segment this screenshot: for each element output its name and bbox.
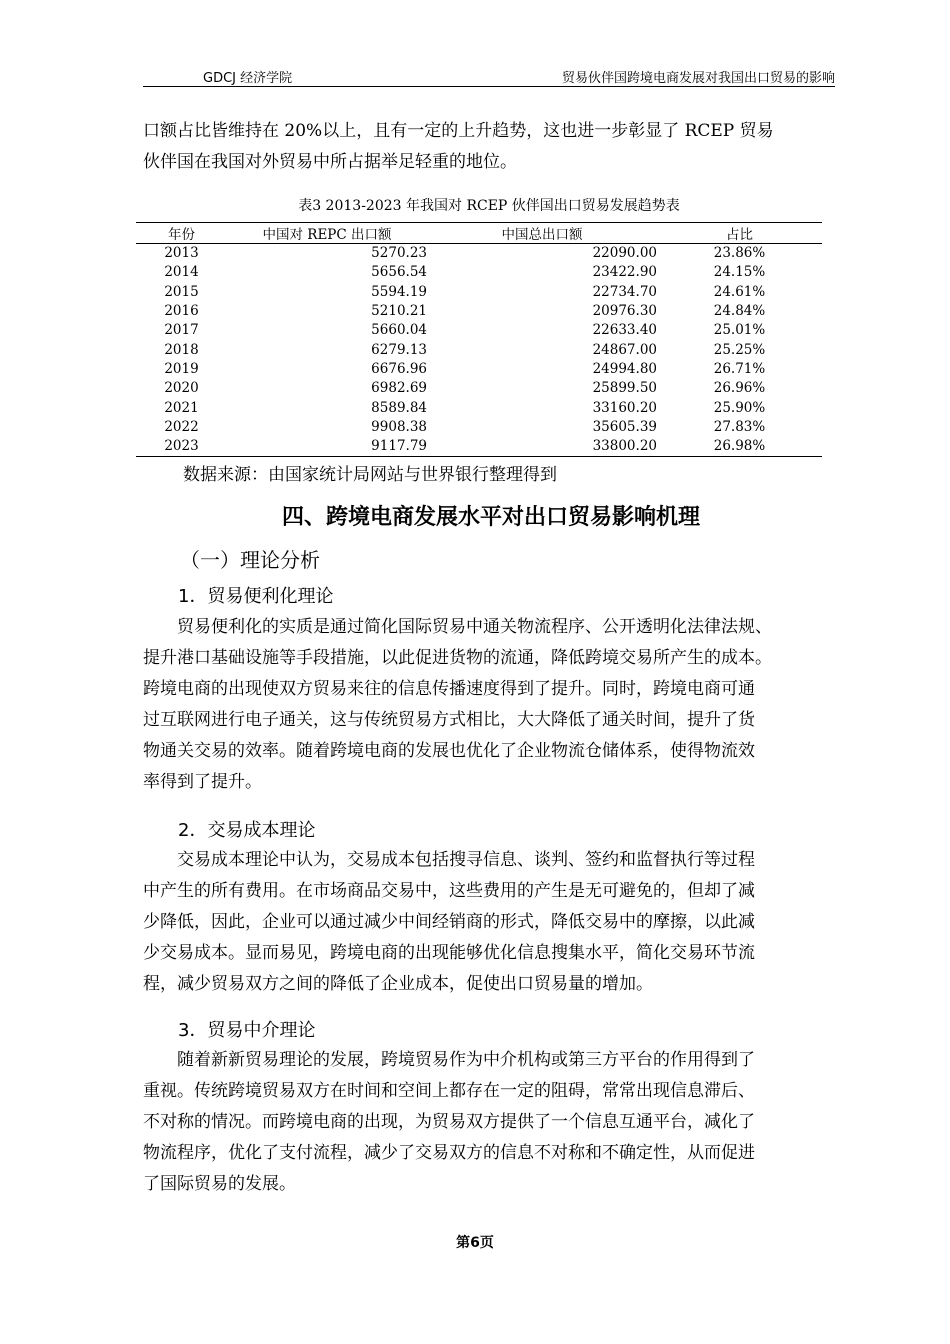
cell-rcep-export: 6676.96 — [371, 360, 427, 377]
cell-share: 24.15% — [713, 264, 766, 281]
page-number: 第6页 — [456, 1235, 494, 1251]
s2-paragraph — [143, 845, 839, 1000]
cell-share: 23.86% — [713, 245, 766, 262]
cell-rcep-export: 9117.79 — [371, 438, 427, 455]
cell-year: 2020 — [164, 380, 199, 397]
cell-share: 25.25% — [713, 341, 766, 358]
cell-rcep-export: 5270.23 — [371, 245, 427, 262]
table-header-row — [136, 223, 822, 244]
cell-year: 2023 — [164, 438, 199, 455]
cell-rcep-export: 5660.04 — [371, 322, 427, 339]
cell-year: 2013 — [164, 245, 199, 262]
s2-line: 交易成本理论中认为，交易成本包括搜寻信息、谈判、签约和监督执行等过程 — [177, 850, 755, 870]
cell-rcep-export: 5656.54 — [371, 264, 427, 281]
header-left: GDCJ 经济学院 — [203, 71, 293, 86]
col-header-rcep-export: 中国对 REPC 出口额 — [262, 227, 392, 243]
cell-year: 2016 — [164, 303, 199, 320]
s2-line: 中产生的所有费用。在市场商品交易中，这些费用的产生是无可避免的，但却了减 — [143, 881, 755, 901]
table-row — [136, 437, 822, 457]
cell-total-export: 24994.80 — [592, 360, 657, 377]
cell-year: 2017 — [164, 322, 199, 339]
cell-year: 2022 — [164, 418, 199, 435]
cell-year: 2014 — [164, 264, 199, 281]
cell-year: 2019 — [164, 360, 199, 377]
table-row — [136, 340, 822, 359]
page-header — [143, 66, 835, 87]
table-row — [136, 263, 822, 282]
intro-paragraph — [143, 116, 839, 178]
s2-line: 少降低，因此，企业可以通过减少中间经销商的形式，降低交易中的摩擦，以此减 — [143, 912, 755, 932]
cell-rcep-export: 9908.38 — [371, 418, 427, 435]
cell-total-export: 23422.90 — [592, 264, 657, 281]
intro-line: 口额占比皆维持在 20%以上，且有一定的上升趋势，这也进一步彰显了 RCEP 贸易 — [143, 121, 774, 141]
s1-line: 贸易便利化的实质是通过简化国际贸易中通关物流程序、公开透明化法律法规、 — [177, 617, 772, 637]
table-row — [136, 379, 822, 398]
cell-share: 26.96% — [713, 380, 766, 397]
s2-line: 少交易成本。显而易见，跨境电商的出现能够优化信息搜集水平，简化交易环节流 — [143, 943, 755, 963]
table-row — [136, 418, 822, 437]
s1-line: 物通关交易的效率。随着跨境电商的发展也优化了企业物流仓储体系，使得物流效 — [143, 741, 755, 761]
table-row — [136, 244, 822, 264]
export-table — [136, 222, 822, 457]
table-row — [136, 321, 822, 340]
s1-line: 过互联网进行电子通关，这与传统贸易方式相比，大大降低了通关时间，提升了货 — [143, 710, 755, 730]
intro-line: 伙伴国在我国对外贸易中所占据举足轻重的地位。 — [143, 152, 517, 172]
table-row — [136, 360, 822, 379]
table-source: 数据来源：由国家统计局网站与世界银行整理得到 — [183, 465, 557, 485]
cell-share: 24.84% — [713, 303, 766, 320]
section-title: 四、跨境电商发展水平对出口贸易影响机理 — [281, 505, 700, 530]
cell-total-export: 24867.00 — [592, 341, 657, 358]
cell-share: 25.01% — [713, 322, 766, 339]
s2-title: 2．交易成本理论 — [178, 820, 316, 841]
s1-line: 跨境电商的出现使双方贸易来往的信息传播速度得到了提升。同时，跨境电商可通 — [143, 679, 755, 699]
col-header-year: 年份 — [168, 227, 195, 243]
col-header-share: 占比 — [726, 227, 753, 243]
s3-line: 不对称的情况。而跨境电商的出现，为贸易双方提供了一个信息互通平台，减化了 — [143, 1112, 755, 1132]
cell-total-export: 22734.70 — [592, 283, 657, 300]
table-row — [136, 302, 822, 321]
cell-share: 25.90% — [713, 399, 766, 416]
cell-share: 26.98% — [713, 438, 766, 455]
s3-line: 物流程序，优化了支付流程，减少了交易双方的信息不对称和不确定性，从而促进 — [143, 1143, 755, 1163]
cell-total-export: 20976.30 — [592, 303, 657, 320]
cell-total-export: 33160.20 — [592, 399, 657, 416]
cell-total-export: 33800.20 — [592, 438, 657, 455]
cell-share: 27.83% — [713, 418, 766, 435]
s3-line: 随着新新贸易理论的发展，跨境贸易作为中介机构或第三方平台的作用得到了 — [177, 1050, 755, 1070]
cell-year: 2018 — [164, 341, 199, 358]
cell-rcep-export: 6279.13 — [371, 341, 427, 358]
cell-rcep-export: 5594.19 — [371, 283, 427, 300]
table-caption: 表3 2013-2023 年我国对 RCEP 伙伴国出口贸易发展趋势表 — [298, 198, 680, 214]
subsection-title: （一）理论分析 — [180, 548, 320, 572]
s3-title: 3．贸易中介理论 — [178, 1020, 316, 1041]
table-row — [136, 398, 822, 417]
cell-share: 24.61% — [713, 283, 766, 300]
cell-rcep-export: 8589.84 — [371, 399, 427, 416]
s3-paragraph — [143, 1045, 839, 1200]
cell-rcep-export: 6982.69 — [371, 380, 427, 397]
cell-year: 2021 — [164, 399, 199, 416]
cell-total-export: 25899.50 — [592, 380, 657, 397]
cell-total-export: 35605.39 — [592, 418, 657, 435]
table-row — [136, 283, 822, 302]
col-header-total-export: 中国总出口额 — [501, 227, 583, 243]
cell-rcep-export: 5210.21 — [371, 303, 427, 320]
s1-line: 率得到了提升。 — [143, 772, 262, 792]
cell-total-export: 22090.00 — [592, 245, 657, 262]
cell-share: 26.71% — [713, 360, 766, 377]
s3-line: 了国际贸易的发展。 — [143, 1174, 296, 1194]
s1-line: 提升港口基础设施等手段措施，以此促进货物的流通，降低跨境交易所产生的成本。 — [143, 648, 772, 668]
cell-total-export: 22633.40 — [592, 322, 657, 339]
s3-line: 重视。传统跨境贸易双方在时间和空间上都存在一定的阻碍，常常出现信息滞后、 — [143, 1081, 755, 1101]
s1-paragraph — [143, 612, 839, 798]
cell-year: 2015 — [164, 283, 199, 300]
s2-line: 程，减少贸易双方之间的降低了企业成本，促使出口贸易量的增加。 — [143, 974, 653, 994]
header-right: 贸易伙伴国跨境电商发展对我国出口贸易的影响 — [561, 71, 835, 86]
s1-title: 1．贸易便利化理论 — [178, 586, 334, 607]
